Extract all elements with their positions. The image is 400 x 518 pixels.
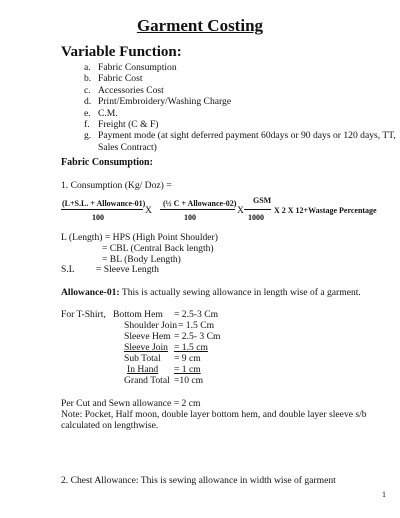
- row-value: = 9 cm: [174, 353, 201, 364]
- list-item: [84, 85, 396, 96]
- formula-numerator-3: GSM: [253, 196, 272, 205]
- list-item: [84, 62, 396, 73]
- page-number: 1: [382, 490, 386, 499]
- list-item: [84, 96, 396, 107]
- per-cut-line: Per Cut and Sewn allowance = 2 cm: [61, 398, 201, 409]
- list-item-label: g.: [84, 130, 92, 142]
- list-item-text: Fabric Consumption: [98, 62, 177, 73]
- row-value: =10 cm: [174, 375, 204, 386]
- variable-function-heading: Variable Function:: [61, 44, 182, 60]
- list-item: [84, 73, 396, 84]
- allowance-01-label: Allowance-01:: [61, 287, 120, 298]
- row-name: Sub Total: [124, 353, 161, 364]
- list-item-text: Freight (C & F): [98, 119, 159, 131]
- note-line-2: calculated on lengthwise.: [61, 420, 159, 431]
- list-item-label: a.: [84, 62, 91, 73]
- fabric-consumption-heading: Fabric Consumption:: [61, 157, 153, 168]
- list-item: [84, 108, 396, 119]
- formula-numerator-2: (½ C + Allowance-02): [163, 199, 237, 208]
- row-value: = 1 cm: [174, 364, 201, 375]
- list-item-text: Payment mode (at sight deferred payment 60days or 90 days or 120 days, TT,: [98, 130, 396, 142]
- row-value: = 1.5 Cm: [178, 320, 215, 331]
- fraction-bar: [244, 209, 271, 210]
- row-name: In Hand: [127, 364, 159, 375]
- formula-denominator-2: 100: [184, 213, 196, 222]
- row-name: Grand Total: [124, 375, 170, 386]
- list-item-label: d.: [84, 96, 92, 108]
- fraction-bar: [160, 209, 235, 210]
- formula-denominator-3: 1000: [248, 213, 264, 222]
- row-name: Bottom Hem: [113, 309, 163, 320]
- definition-length: L (Length) = HPS (High Point Shoulder): [61, 232, 218, 243]
- allowance-01-paragraph: [61, 287, 361, 298]
- list-item: [84, 142, 396, 153]
- list-item-text: Fabric Cost: [98, 73, 143, 85]
- row-value: = 2.5- 3 Cm: [174, 331, 221, 342]
- list-item-text: Sales Contract): [98, 141, 157, 153]
- row-value: = 2.5-3 Cm: [174, 309, 219, 320]
- list-item-label: f.: [84, 119, 90, 131]
- formula-numerator-1: (L+S.L. + Allowance-01): [62, 199, 146, 208]
- definition-bl: = BL (Body Length): [102, 254, 181, 265]
- definition-cbl: = CBL (Central Back length): [102, 243, 214, 254]
- list-item-text: Accessories Cost: [98, 84, 164, 96]
- list-item-text: C.M.: [98, 107, 118, 119]
- allowance-01-text: This is actually sewing allowance in length wise of a garment.: [119, 287, 361, 298]
- formula-times: X: [145, 205, 152, 216]
- list-item-text: Print/Embroidery/Washing Charge: [98, 96, 232, 108]
- row-value: = 1.5 cm: [174, 342, 208, 353]
- list-item-label: e.: [84, 107, 91, 119]
- tshirt-label: For T-Shirt,: [61, 309, 106, 320]
- definition-sl-label: S.L: [61, 264, 75, 275]
- chest-allowance-line: 2. Chest Allowance: This is sewing allowance in width wise of garment: [61, 475, 336, 486]
- list-item-label: b.: [84, 73, 92, 85]
- list-item-label: c.: [84, 84, 91, 96]
- list-item-label: [84, 142, 98, 153]
- formula-times: X: [237, 205, 244, 216]
- row-name: Sleeve Hem: [124, 331, 171, 342]
- list-item: [84, 119, 396, 130]
- page-title: Garment Costing: [136, 16, 264, 35]
- note-line-1: Note: Pocket, Half moon, double layer bottom hem, and double layer sleeve s/b: [61, 409, 367, 420]
- formula-tail: X 2 X 12+Wastage Percentage: [274, 206, 377, 215]
- consumption-line: 1. Consumption (Kg/ Doz) =: [61, 180, 172, 191]
- fraction-bar: [61, 209, 143, 210]
- row-name: Sleeve Join: [124, 342, 168, 353]
- definition-sl-value: = Sleeve Length: [96, 264, 159, 275]
- list-item: [84, 130, 396, 141]
- row-name: Shoulder Join: [124, 320, 178, 331]
- variable-function-list: [84, 62, 396, 153]
- formula-denominator-1: 100: [92, 213, 104, 222]
